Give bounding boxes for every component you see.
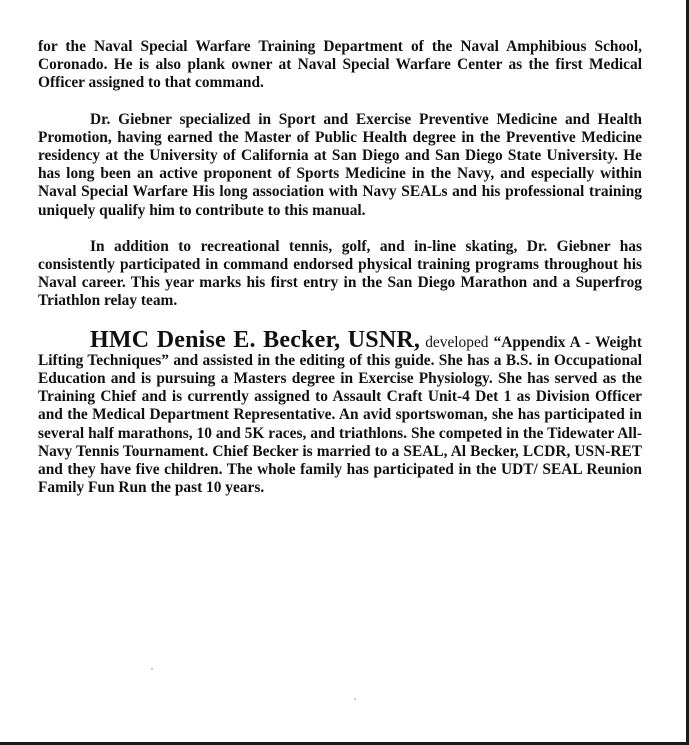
- paragraph-giebner-activities: In addition to recreational tennis, golf, and in-line skating, Dr. Giebner has consistently participated in command endorsed physical training programs throughout his Naval career. This year marks his first entry in the San Diego Marathon and a Superfrog Triathlon relay team.: [38, 237, 642, 310]
- scan-speck: [354, 698, 356, 700]
- bio-name-heading: HMC Denise E. Becker, USNR,: [90, 326, 421, 353]
- paragraph-giebner-specialization: Dr. Giebner specialized in Sport and Exercise Preventive Medicine and Health Promotion, having earned the Master of Public Health degree in the Preventive Medicine residency at the University of California at San Diego and San Diego State University. He has long been an active proponent of Sports Medicine in the Navy, and especially within Naval Special Warfare His long association with Navy SEALs and his professional training uniquely qualify him to contribute to this manual.: [38, 110, 642, 219]
- scan-speck: [151, 668, 153, 670]
- bio-lead-text: developed: [425, 333, 489, 351]
- paragraph-continuation: for the Naval Special Warfare Training Department of the Naval Amphibious School, Coronado. He is also plank owner at Naval Special Warfare Center as the first Medical Officer assigned to that command.: [38, 38, 642, 92]
- paragraph-becker-bio: [38, 326, 642, 498]
- document-body: [38, 38, 642, 497]
- bio-body-text: “Appendix A - Weight Lifting Techniques” and assisted in the editing of this guide. She has a B.S. in Occupational Education and is pursuing a Masters degree in Exercise Physiology. She has served as the Training Chief and is currently assigned to Assault Craft Unit-4 Det 1 as Division Officer and the Medical Department Representative. An avid sportswoman, she has participated in several half marathons, 10 and 5K races, and triathlons. She competed in the Tidewater All-Navy Tennis Tournament. Chief Becker is married to a SEAL, Al Becker, LCDR, USN-RET and they have five children. The whole family has participated in the UDT/ SEAL Reunion Family Fun Run the past 10 years.: [38, 333, 642, 497]
